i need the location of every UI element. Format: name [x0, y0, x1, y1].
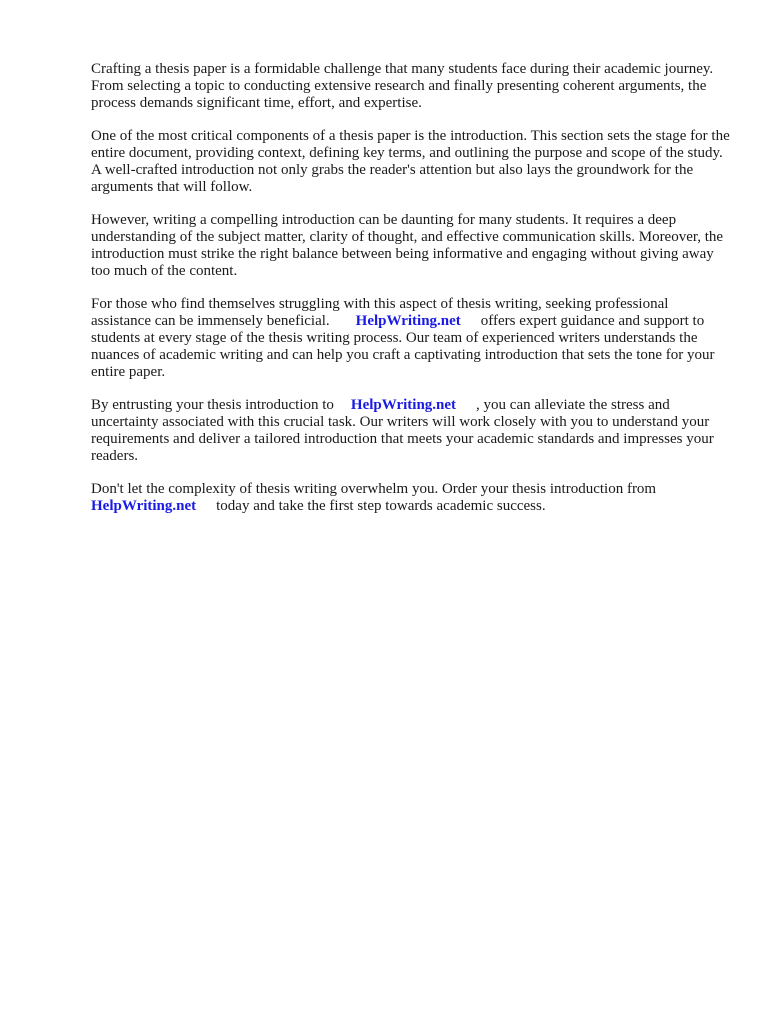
paragraph-intro: [91, 61, 731, 112]
paragraph-text: Don't let the complexity of thesis writing overwhelm you. Order your thesis introduction from: [91, 481, 657, 497]
paragraph-text: , you can alleviate the stress and uncertainty associated with this crucial task. Our writers will work closely with you to understand your requirements and deliver a tailored introduction that meets your academic standards and impresses your readers.: [91, 397, 714, 464]
paragraph-text: However, writing a compelling introduction can be daunting for many students. It requires a deep understanding of the subject matter, clarity of thought, and effective communication skills. Moreover, the introduction must strike the right balance between being informative and engaging without giving away too much of the content.: [91, 212, 724, 279]
paragraph-introduction-importance: [91, 128, 731, 196]
paragraph-text: offers expert guidance and support to students at every stage of the thesis writing process. Our team of experienced writers understands the nuances of academic writing and can help you craft a captivating introduction that sets the tone for your entire paper.: [91, 313, 715, 380]
paragraph-professional-help: [91, 296, 731, 381]
helpwriting-link[interactable]: HelpWriting.net: [355, 313, 461, 329]
paragraph-text: today and take the first step towards academic success.: [216, 498, 546, 514]
paragraph-challenges: [91, 212, 731, 280]
helpwriting-link[interactable]: HelpWriting.net: [91, 498, 197, 514]
paragraph-text: For those who find themselves struggling with this aspect of thesis writing, seeking professional assistance can be immensely beneficial.: [91, 296, 669, 329]
paragraph-text: Crafting a thesis paper is a formidable challenge that many students face during their academic journey. From selecting a topic to conducting extensive research and finally presenting coherent arguments, the process demands significant time, effort, and expertise.: [91, 61, 714, 111]
helpwriting-link[interactable]: HelpWriting.net: [350, 397, 457, 413]
paragraph-call-to-action: [91, 481, 731, 515]
paragraph-text: One of the most critical components of a thesis paper is the introduction. This section sets the stage for the entire document, providing context, defining key terms, and outlining the purpose and scope of the study. A well-crafted introduction not only grabs the reader's attention but also lays the groundwork for the arguments that will follow.: [91, 128, 730, 195]
document-page: [91, 61, 731, 531]
paragraph-entrusting: [91, 397, 731, 465]
paragraph-text: By entrusting your thesis introduction to: [91, 397, 334, 413]
